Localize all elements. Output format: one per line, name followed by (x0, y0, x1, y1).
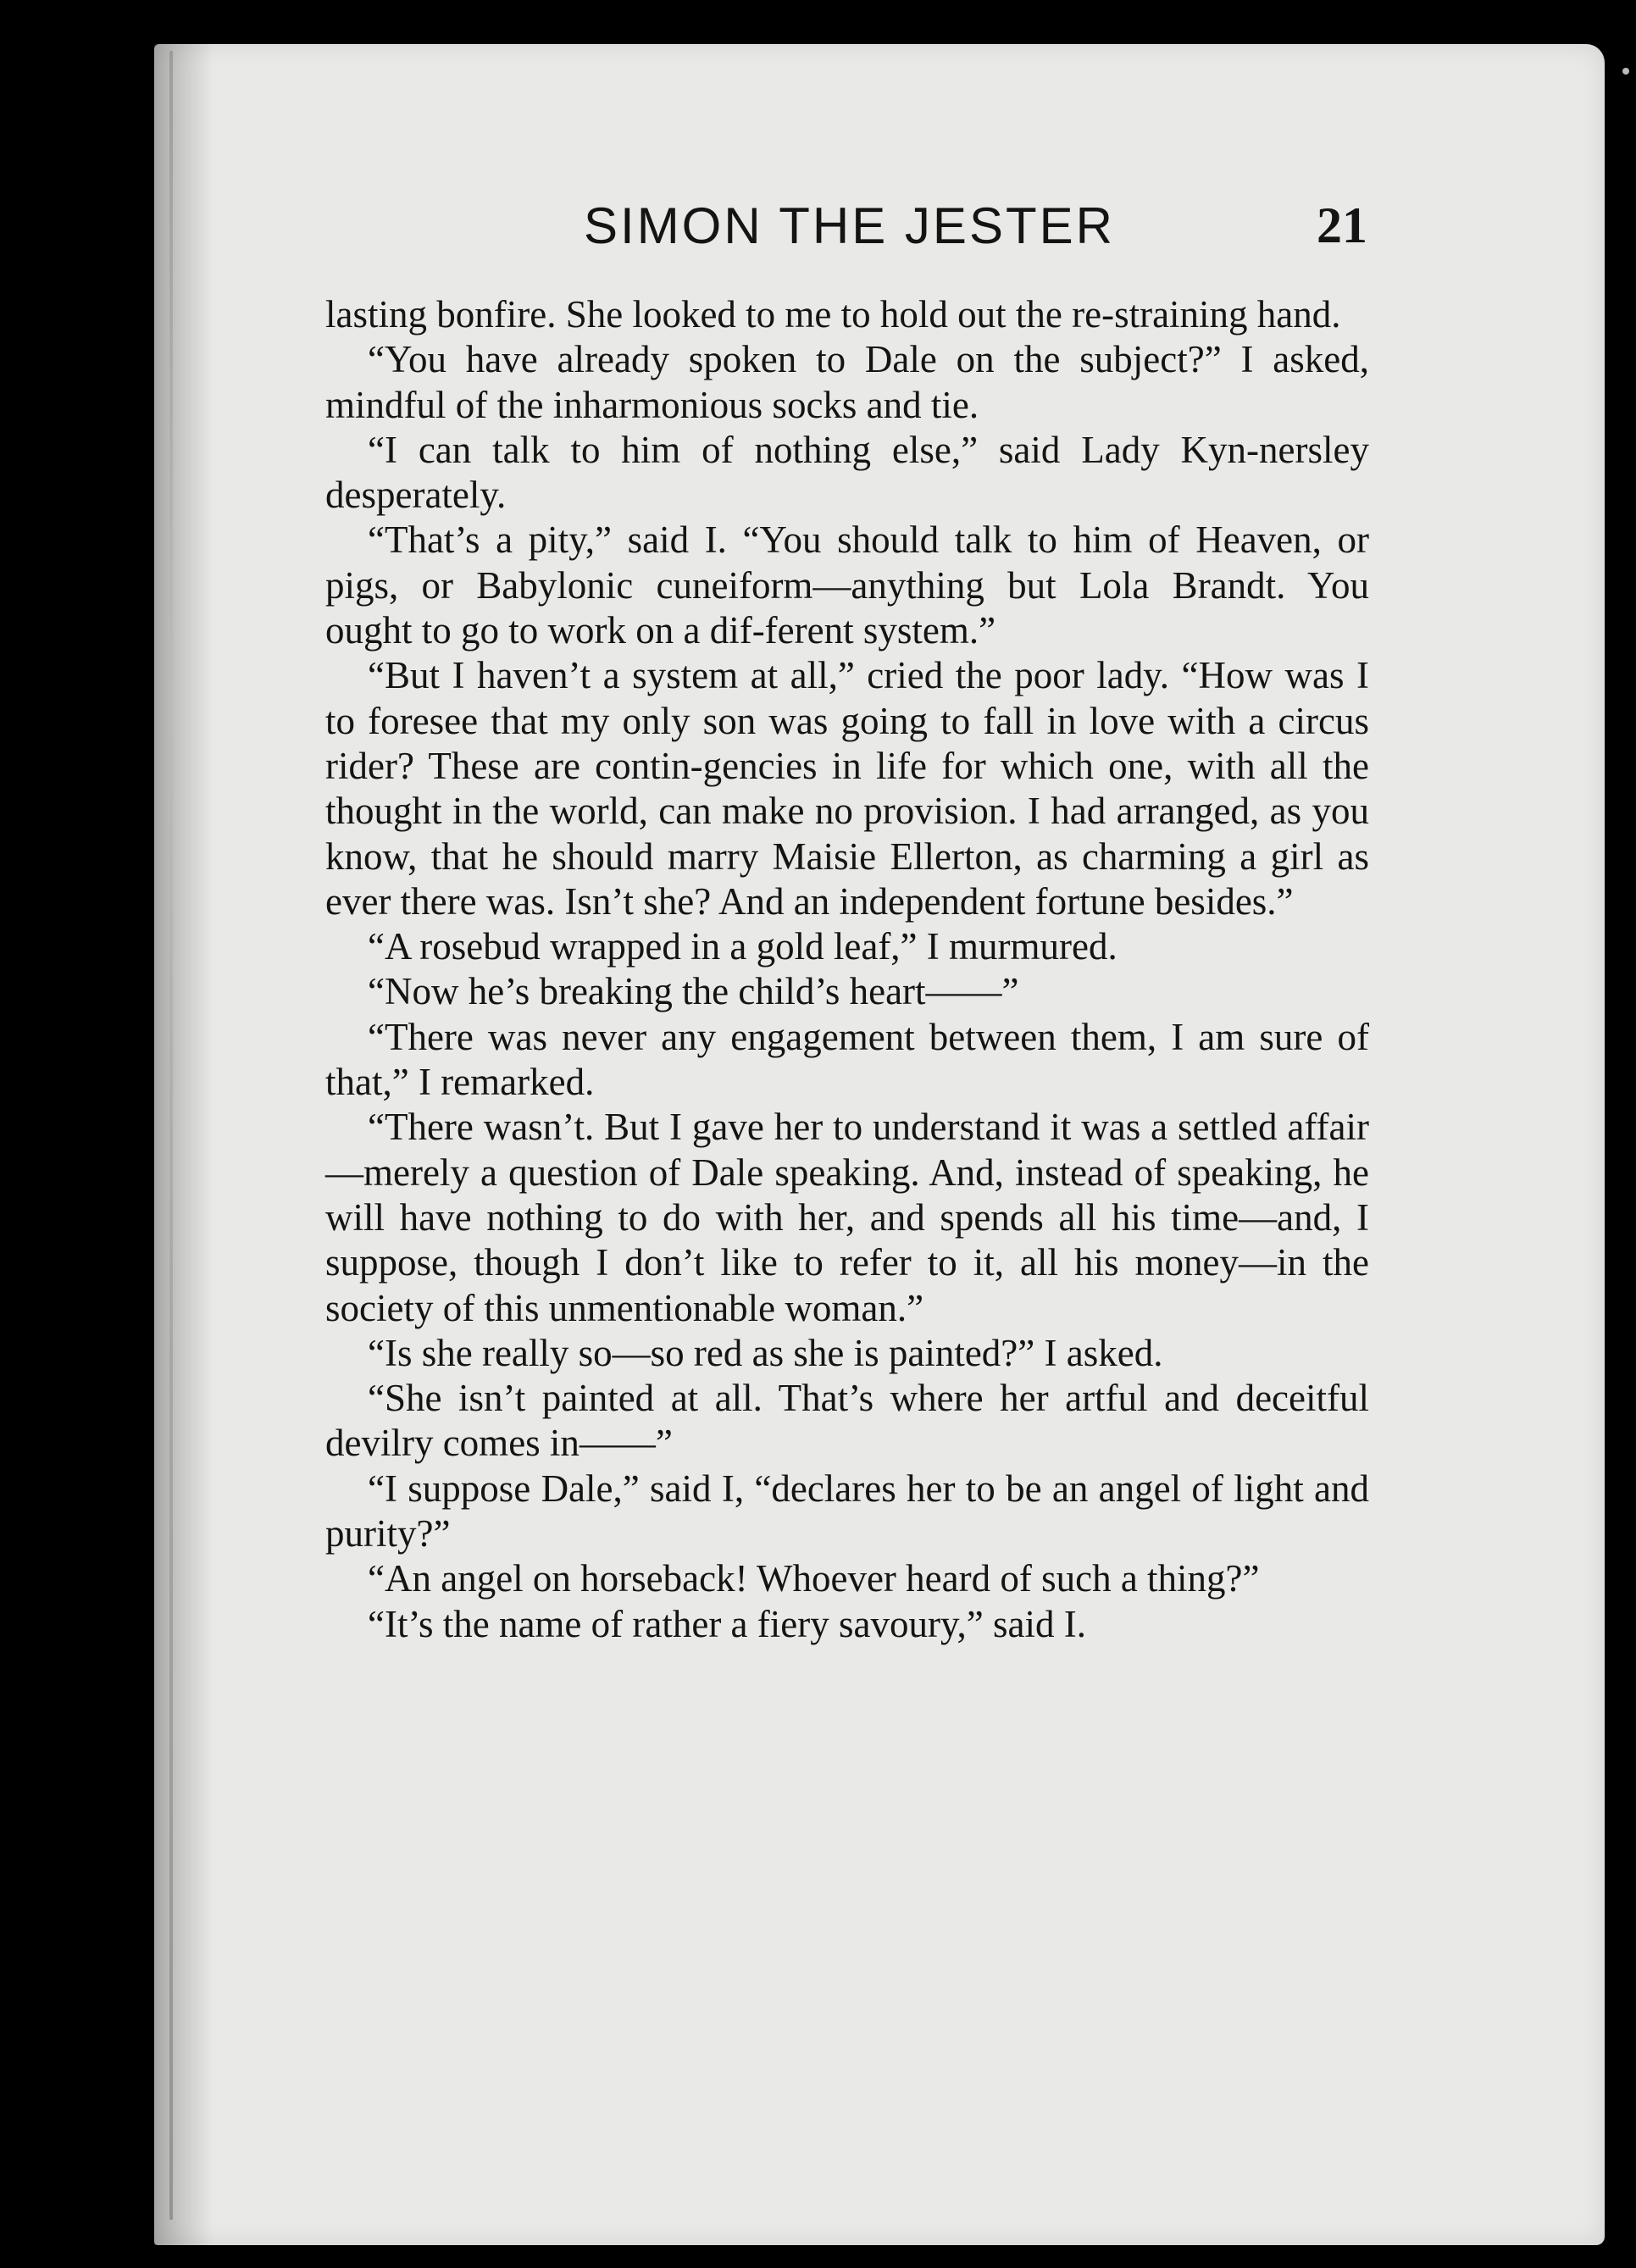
paragraph: “Now he’s breaking the child’s heart——” (368, 970, 1019, 1013)
paragraph: “That’s a pity,” said I. “You should talk to him of Heaven, or pigs, or Babylonic cuneiform—anything but Lola Brandt. You ought to go to work on a dif-ferent system.” (325, 518, 1369, 652)
paragraph: “I suppose Dale,” said I, “declares her to be an angel of light and purity?” (325, 1467, 1369, 1555)
scan-speck (1622, 68, 1629, 75)
page-number: 21 (1317, 197, 1367, 253)
paragraph: “An angel on horseback! Whoever heard of such a thing?” (368, 1557, 1260, 1600)
running-title: SIMON THE JESTER (584, 197, 1115, 254)
spine-shadow (154, 44, 214, 2245)
paragraph: lasting bonfire. She looked to me to hold out the re-straining hand. (325, 293, 1341, 335)
paragraph: “Is she really so—so red as she is painted?” I asked. (368, 1331, 1163, 1374)
paragraph: “A rosebud wrapped in a gold leaf,” I murmured. (368, 925, 1117, 968)
paragraph: “But I haven’t a system at all,” cried the poor lady. “How was I to foresee that my only son was going to fall in love with a circus rider? These are contin-gencies in life for which one, with all the thought in the world, can make no provision. I had arranged, as you know, that he should marry Maisie Ellerton, as charming a girl as ever there was. Isn’t she? And an independent fortune besides.” (325, 654, 1369, 923)
body-text (325, 292, 1369, 1647)
paragraph: “She isn’t painted at all. That’s where her artful and deceitful devilry comes in——” (325, 1377, 1369, 1465)
paragraph: “There wasn’t. But I gave her to understand it was a settled affair—merely a question of Dale speaking. And, instead of speaking, he will have nothing to do with her, and spends all his time—and, I suppose, though I don’t like to refer to it, all his money—in the society of this unmentionable woman.” (325, 1106, 1369, 1329)
paragraph: “There was never any engagement between them, I am sure of that,” I remarked. (325, 1015, 1369, 1104)
running-head (325, 197, 1367, 264)
paragraph: “It’s the name of rather a fiery savoury,” said I. (368, 1602, 1086, 1645)
spine-edge (169, 51, 173, 2220)
paragraph: “You have already spoken to Dale on the subject?” I asked, mindful of the inharmonious socks and tie. (325, 338, 1369, 426)
paragraph: “I can talk to him of nothing else,” said Lady Kyn-nersley desperately. (325, 428, 1369, 517)
